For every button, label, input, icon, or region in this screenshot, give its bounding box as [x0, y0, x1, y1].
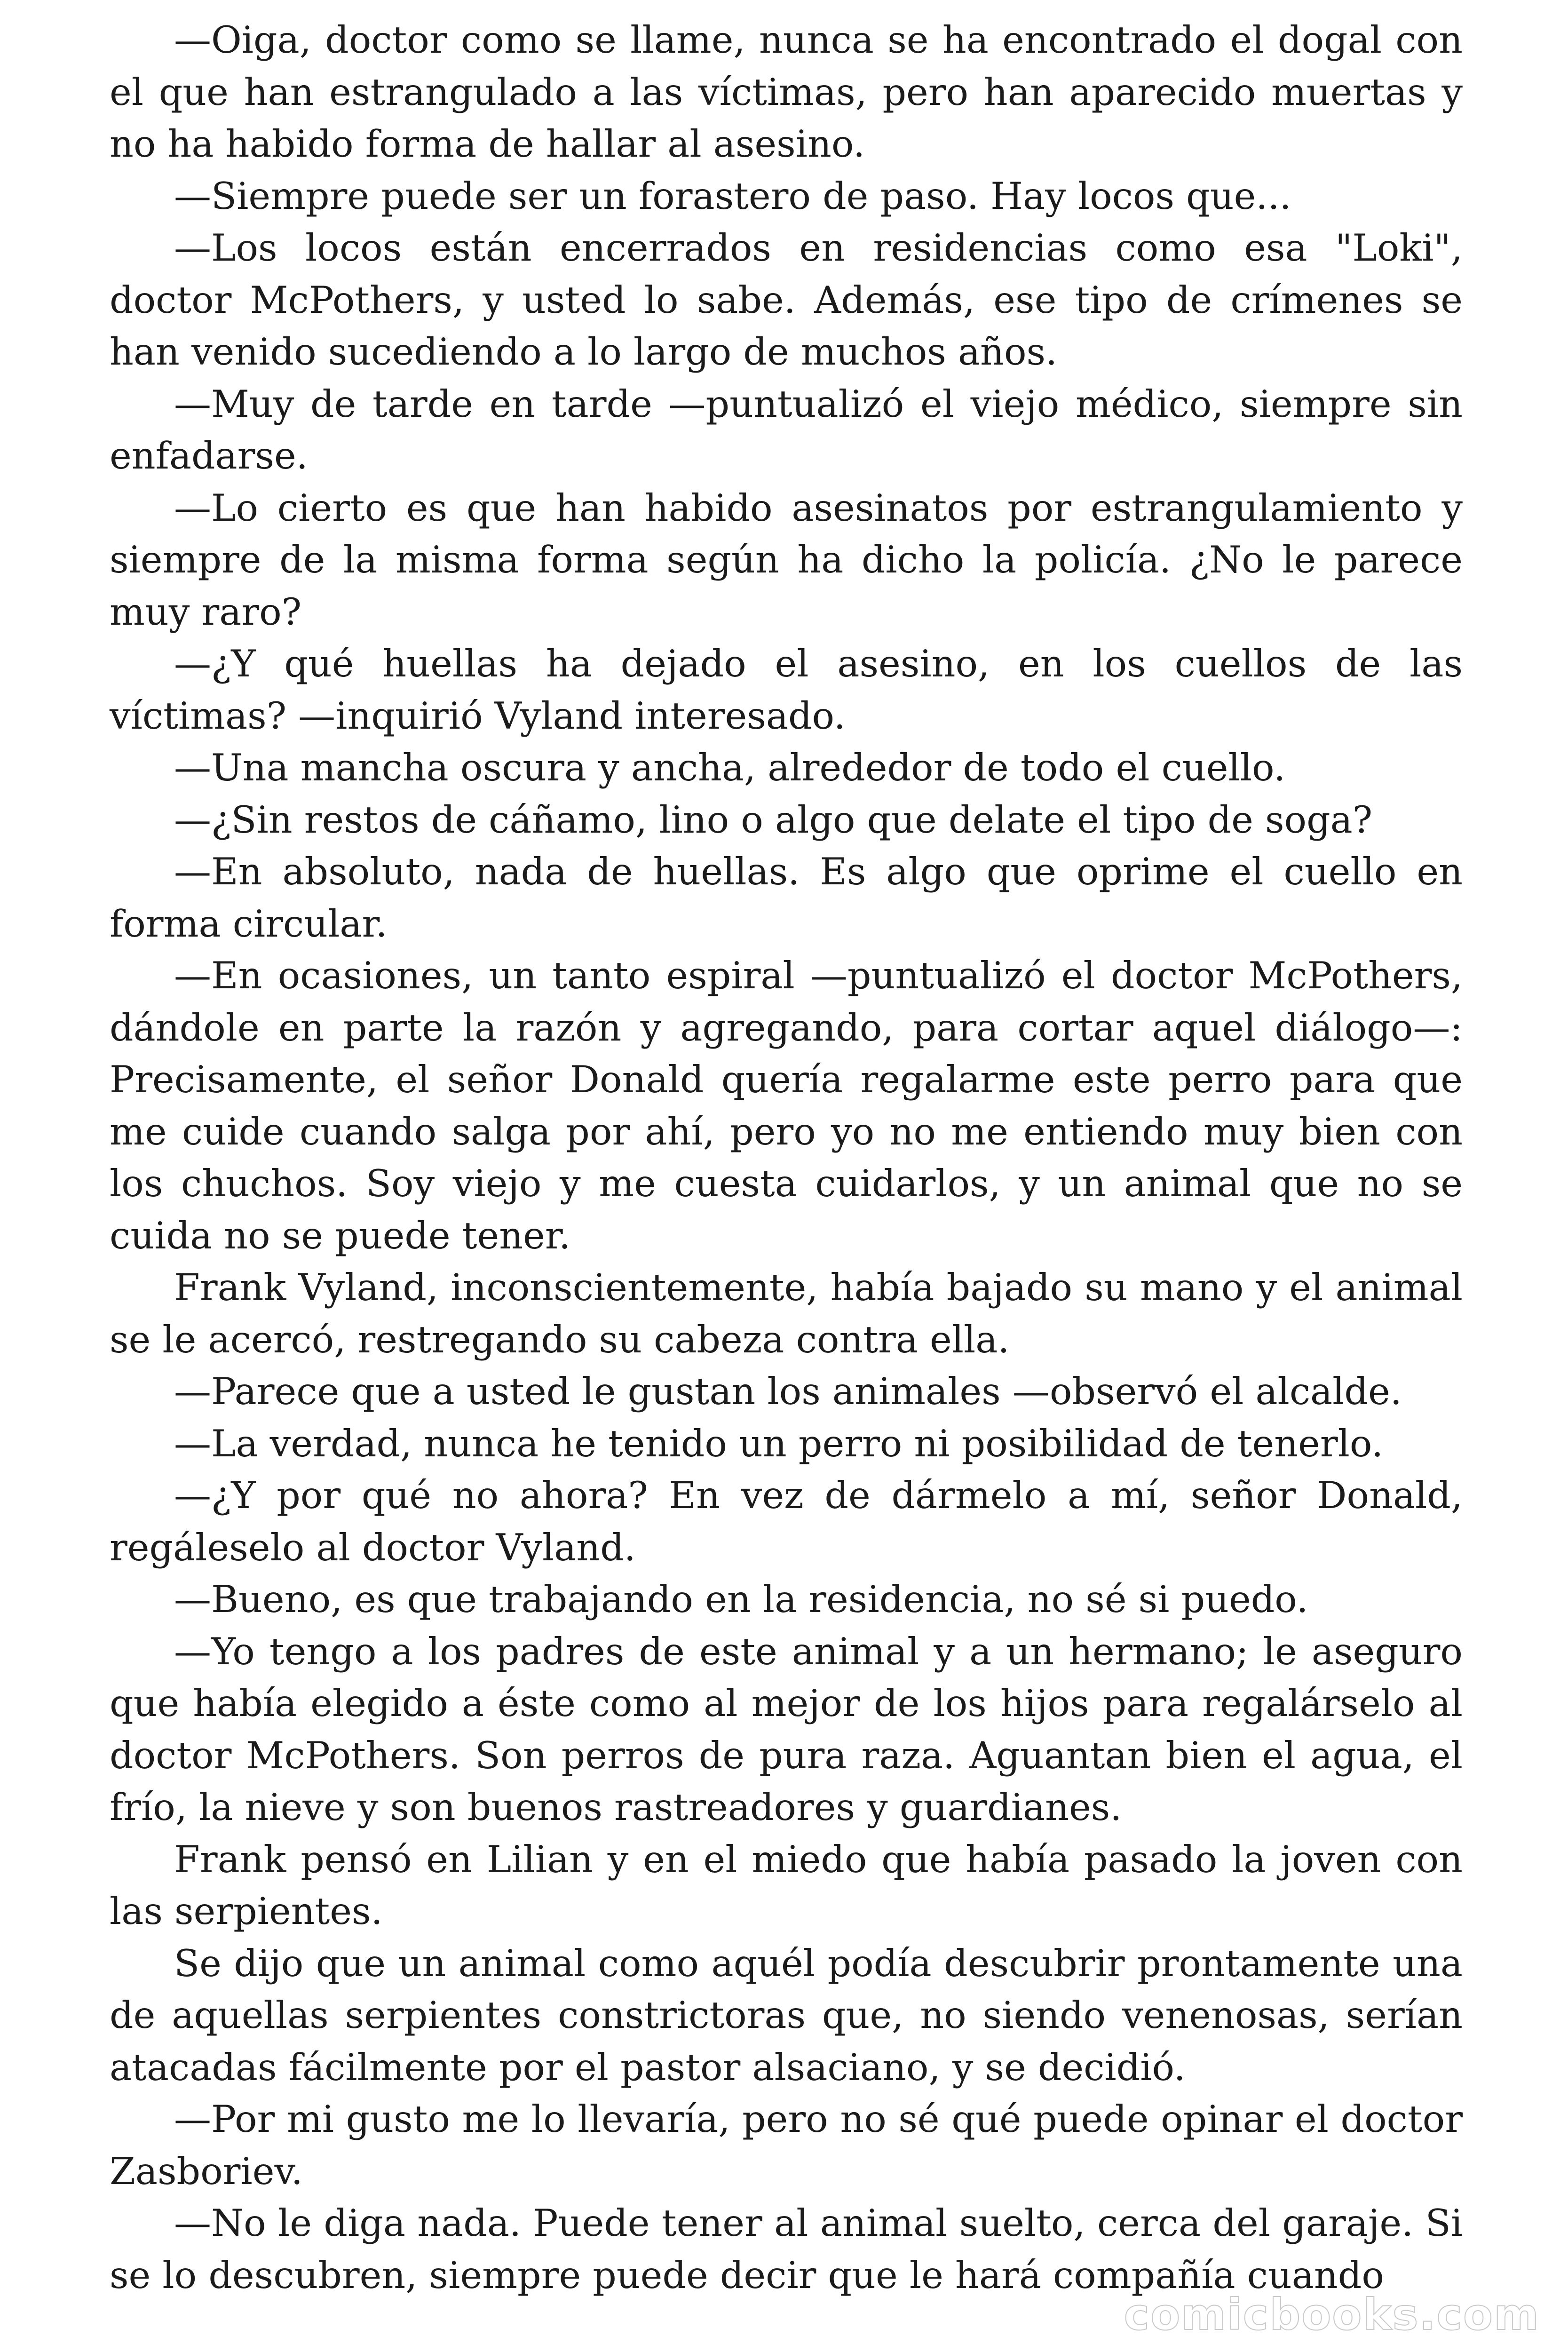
paragraph: —En absoluto, nada de huellas. Es algo que oprime el cuello en forma circular.: [110, 850, 1463, 946]
paragraph: Frank pensó en Lilian y en el miedo que había pasado la joven con las serpientes.: [110, 1837, 1463, 1933]
paragraph: —Por mi gusto me lo llevaría, pero no sé qué puede opinar el doctor Zasboriev.: [110, 2098, 1463, 2193]
watermark: comicbooks.com: [1124, 2289, 1540, 2340]
paragraph: —Una mancha oscura y ancha, alrededor de todo el cuello.: [174, 746, 1286, 789]
paragraph: —Bueno, es que trabajando en la residencia, no sé si puedo.: [174, 1578, 1308, 1621]
paragraph: —Parece que a usted le gustan los animales —observó el alcalde.: [174, 1370, 1402, 1413]
paragraph: —¿Sin restos de cáñamo, lino o algo que delate el tipo de soga?: [174, 798, 1373, 842]
paragraph: —No le diga nada. Puede tener al animal suelto, cerca del garaje. Si se lo descubren, siempre puede decir que le hará compañía cuando: [110, 2201, 1463, 2297]
paragraph: —¿Y qué huellas ha dejado el asesino, en los cuellos de las víctimas? —inquirió Vyland interesado.: [110, 642, 1463, 738]
paragraph: —Lo cierto es que han habido asesinatos por estrangulamiento y siempre de la misma forma según ha dicho la policía. ¿No le parece muy raro?: [110, 486, 1463, 634]
paragraph: —En ocasiones, un tanto espiral —puntualizó el doctor McPothers, dándole en parte la razón y agregando, para cortar aquel diálogo—: Precisamente, el señor Donald quería regalarme este perro para que me cuide cuando salga por ahí, pero yo no me entiendo muy bien con los chuchos. Soy viejo y me cuesta cuidarlos, y un animal que no se cuida no se puede tener.: [110, 954, 1463, 1257]
paragraph: —La verdad, nunca he tenido un perro ni posibilidad de tenerlo.: [174, 1422, 1384, 1465]
paragraph: —Siempre puede ser un forastero de paso. Hay locos que...: [174, 174, 1291, 218]
page-body: [110, 14, 1463, 2301]
paragraph: —Los locos están encerrados en residencias como esa "Loki", doctor McPothers, y usted lo sabe. Además, ese tipo de crímenes se han venido sucediendo a lo largo de muchos años.: [110, 226, 1463, 373]
paragraph: —Yo tengo a los padres de este animal y a un hermano; le aseguro que había elegido a éste como al mejor de los hijos para regalárselo al doctor McPothers. Son perros de pura raza. Aguantan bien el agua, el frío, la nieve y son buenos rastreadores y guardianes.: [110, 1629, 1463, 1829]
paragraph: Se dijo que un animal como aquél podía descubrir prontamente una de aquellas serpientes constrictoras que, no siendo venenosas, serían atacadas fácilmente por el pastor alsaciano, y se decidió.: [110, 1941, 1463, 2089]
paragraph: —¿Y por qué no ahora? En vez de dármelo a mí, señor Donald, regáleselo al doctor Vyland.: [110, 1474, 1463, 1569]
paragraph: —Oiga, doctor como se llame, nunca se ha encontrado el dogal con el que han estrangulado a las víctimas, pero han aparecido muertas y no ha habido forma de hallar al asesino.: [110, 18, 1463, 166]
paragraph: —Muy de tarde en tarde —puntualizó el viejo médico, siempre sin enfadarse.: [110, 382, 1463, 477]
paragraph: Frank Vyland, inconscientemente, había bajado su mano y el animal se le acercó, restregando su cabeza contra ella.: [110, 1266, 1463, 1361]
